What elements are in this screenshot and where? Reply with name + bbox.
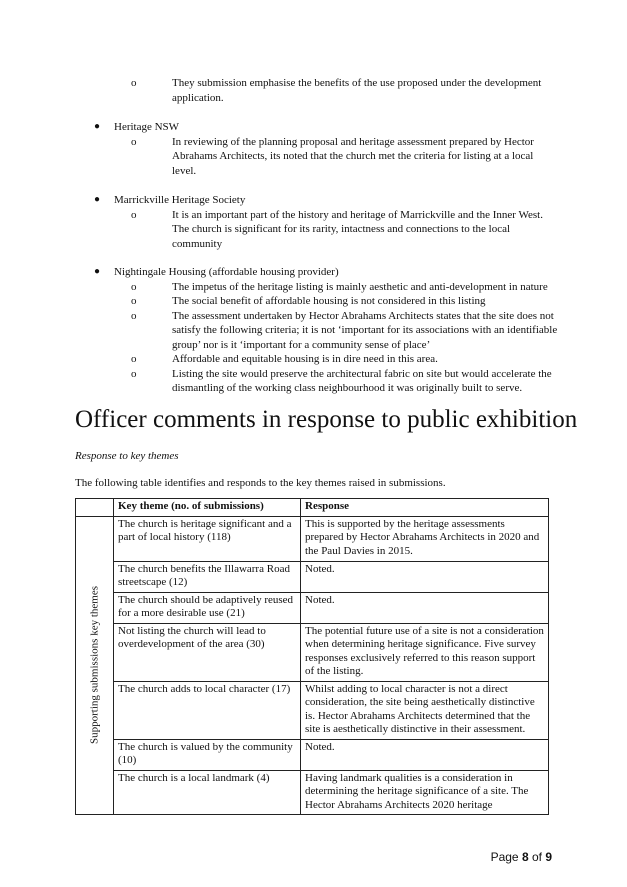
table-row: [76, 623, 549, 681]
table-row: [76, 681, 549, 739]
group-label-cell: [76, 516, 114, 815]
sub-bullet-item: o In reviewing of the planning proposal and heritage assessment prepared by Hector Abrahams Architects, its noted that the church met the criteria for listing at a local level.: [131, 135, 534, 177]
theme-cell: The church benefits the Illawarra Road streetscape (12): [114, 561, 301, 592]
theme-cell: The church adds to local character (17): [114, 681, 301, 739]
submission-block: [94, 76, 564, 105]
table-row: [76, 739, 549, 770]
response-cell: Whilst adding to local character is not a direct consideration, the site being aesthetically distinctive is. Hector Abrahams Architects determined that the site is aesthetically distinctive in their assessment.: [301, 681, 549, 739]
submitter-name: Nightingale Housing (affordable housing provider): [114, 266, 339, 278]
submission-block: [94, 265, 564, 396]
sub-bullet-item: o The social benefit of affordable housing is not considered in this listing: [131, 295, 486, 307]
submission-block: [94, 193, 564, 251]
theme-cell: Not listing the church will lead to overdevelopment of the area (30): [114, 623, 301, 681]
sub-bullet-item: o The impetus of the heritage listing is mainly aesthetic and anti-development in nature: [131, 280, 548, 293]
bullet-icon: ●: [94, 194, 101, 205]
sub-bullet-item: o It is an important part of the history and heritage of Marrickville and the Inner West. The church is significant for its rarity, intactness and connections to the local community: [131, 208, 543, 250]
hollow-bullet-icon: o: [131, 280, 137, 293]
table-row: [76, 770, 549, 815]
sub-bullet-item: o They submission emphasise the benefits of the use proposed under the development application.: [131, 77, 542, 104]
hollow-bullet-icon: o: [131, 77, 137, 89]
hollow-bullet-icon: o: [131, 309, 137, 322]
intro-paragraph: The following table identifies and responds to the key themes raised in submissions.: [75, 477, 446, 489]
hollow-bullet-icon: o: [131, 367, 137, 380]
theme-cell: The church should be adaptively reused for a more desirable use (21): [114, 592, 301, 623]
table-header-response: Response: [301, 499, 549, 517]
sub-bullet-item: o Affordable and equitable housing is in dire need in this area.: [131, 353, 438, 365]
sub-bullet-item: o Listing the site would preserve the architectural fabric on site but would accelerate the dismantling of the working class neighbourhood it was originally built to serve.: [131, 367, 552, 394]
subheading: Response to key themes: [75, 450, 179, 462]
group-label: Supporting submissions key themes: [87, 586, 100, 745]
response-cell: The potential future use of a site is not a consideration when determining heritage significance. Five survey responses exclusively referred to this reason support of the listing.: [301, 623, 549, 681]
section-heading: Officer comments in response to public exhibition: [75, 406, 578, 433]
response-cell: Noted.: [301, 561, 549, 592]
submitter-name: Heritage NSW: [114, 121, 180, 133]
key-themes-table: [75, 498, 549, 815]
response-cell: Noted.: [301, 592, 549, 623]
theme-cell: The church is valued by the community (10): [114, 739, 301, 770]
table-row: [76, 516, 549, 561]
page-number: Page 8 of 9: [490, 850, 552, 864]
table-header-theme: Key theme (no. of submissions): [114, 499, 301, 517]
total-pages: 9: [545, 850, 552, 864]
current-page: 8: [521, 850, 529, 864]
response-cell: Having landmark qualities is a consideration in determining the heritage significance of a site. The Hector Abrahams Architects 2020 heritage: [301, 770, 549, 815]
table-row: [76, 561, 549, 592]
hollow-bullet-icon: o: [131, 295, 137, 307]
response-cell: This is supported by the heritage assessments prepared by Hector Abrahams Architects in 2020 and the Paul Davies in 2015.: [301, 516, 549, 561]
bullet-icon: ●: [94, 121, 101, 132]
theme-cell: The church is a local landmark (4): [114, 770, 301, 815]
submission-block: [94, 120, 564, 178]
bullet-icon: ●: [94, 266, 101, 277]
hollow-bullet-icon: o: [131, 353, 137, 365]
table-header-blank: [76, 499, 114, 517]
theme-cell: The church is heritage significant and a part of local history (118): [114, 516, 301, 561]
table-row: [76, 592, 549, 623]
table-header-row: [76, 499, 549, 517]
hollow-bullet-icon: o: [131, 135, 137, 148]
hollow-bullet-icon: o: [131, 208, 137, 221]
response-cell: Noted.: [301, 739, 549, 770]
sub-bullet-item: o The assessment undertaken by Hector Abrahams Architects states that the site does not satisfy the following criteria; it is not ‘important for its associations with an identifiable group’ nor is it ‘important for a community sense of place’: [131, 309, 558, 351]
submitter-name: Marrickville Heritage Society: [114, 194, 246, 206]
